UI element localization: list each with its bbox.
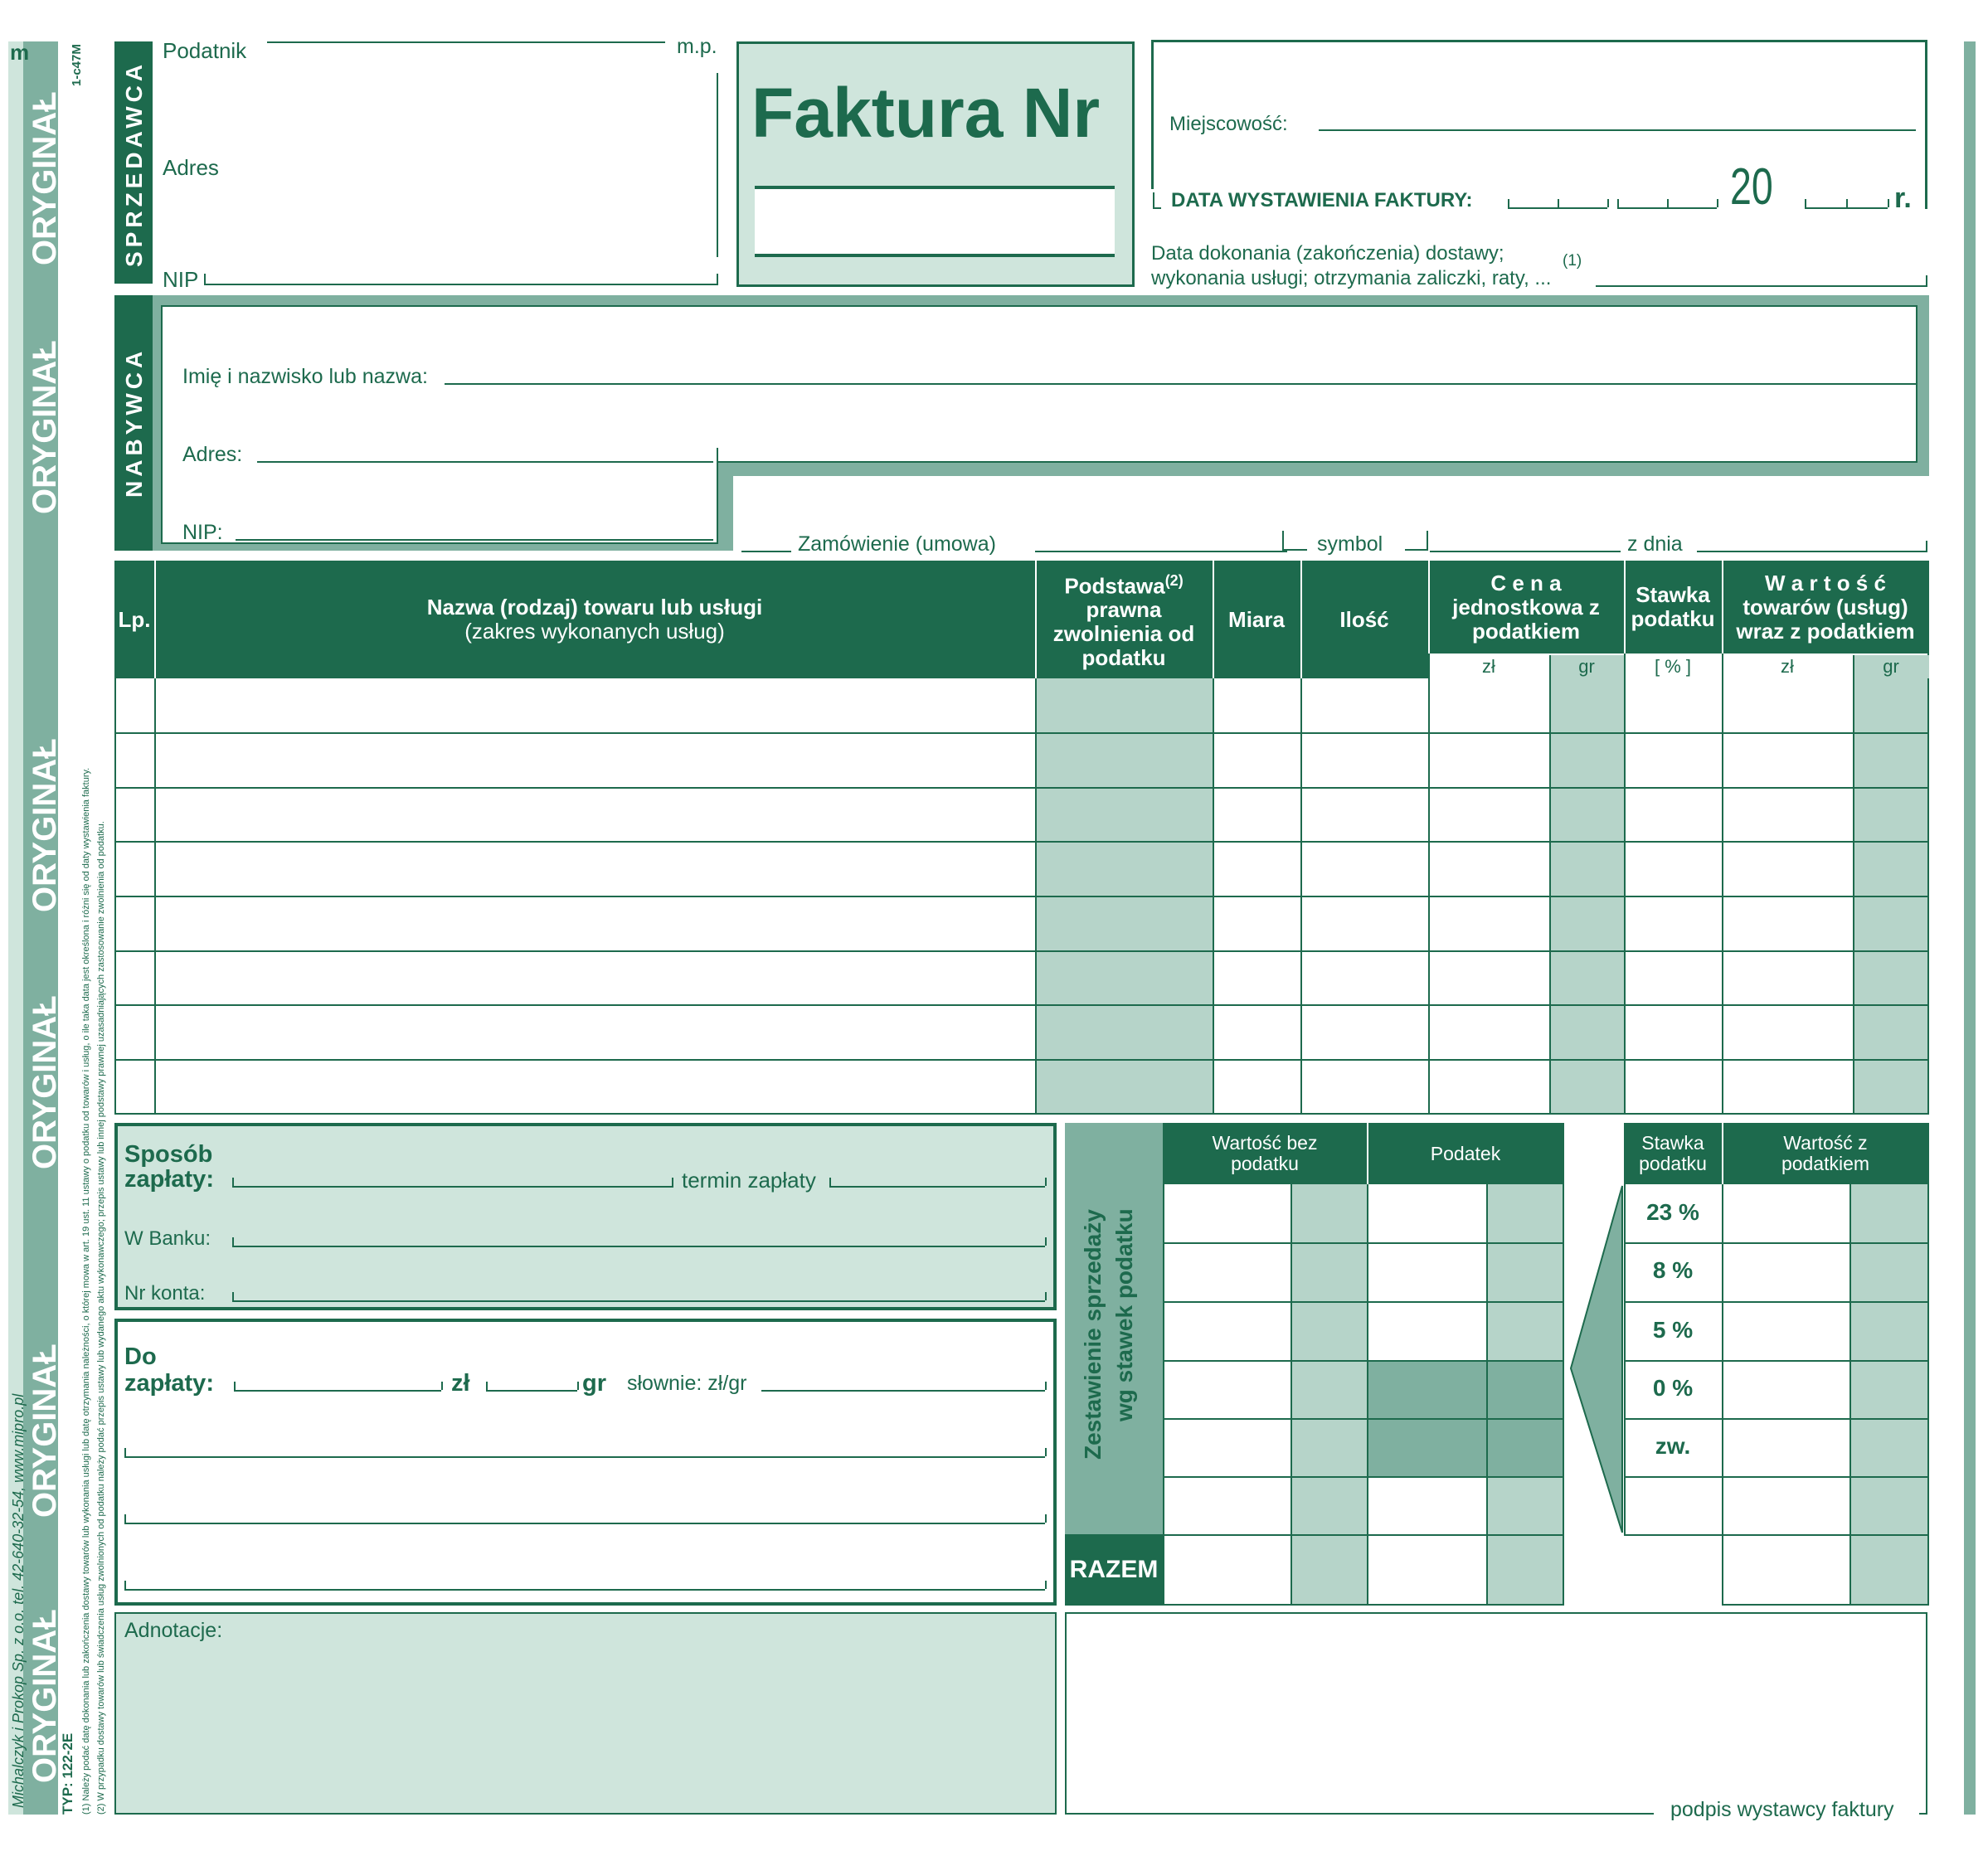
amount-words-line[interactable]: [124, 1589, 1045, 1591]
table-row[interactable]: [114, 787, 1929, 789]
table-row[interactable]: [114, 950, 1929, 952]
payment-method-label-2: zapłaty:: [124, 1166, 214, 1193]
copy-label: ORYGINAŁ: [27, 995, 63, 1169]
rate-0: 0 %: [1652, 1375, 1694, 1401]
col-legal-basis: [1035, 561, 1213, 678]
col-legal-basis-note: (2): [1164, 571, 1184, 589]
footnote-1: (1) Należy podać datę dokonania lub zakończenia dostawy towarów lub wykonania usługi lub datę otrzymania należności, o której mowa w art. 19 ust. 11 ustawy o podatku od towarów i usług, o ile taka data jest określona i różni się od daty wystawienia faktury.: [81, 767, 91, 1815]
summary-row[interactable]: [1163, 1360, 1564, 1362]
buyer-section-label: NABYWCA: [121, 347, 147, 498]
footnote-2: (2) W przypadku dostawy towarów lub świadczenia usług zwolnionych od podatku należy podać przepis ustawy lub wydanego aktu wykonawczego; przepis ustawy lub innej podstawy prawnej uzasadniających zastosowanie zwolnienia od podatku.: [96, 821, 106, 1815]
payment-term-label: termin zapłaty: [682, 1168, 816, 1193]
copy-label: ORYGINAŁ: [27, 1343, 63, 1518]
seller-nip-line: [204, 284, 718, 285]
seller-nip-tick: [717, 274, 718, 284]
delivery-date-label-1: Data dokonania (zakończenia) dostawy;: [1151, 242, 1504, 265]
form-type: TYP: 122-2E: [60, 1732, 75, 1815]
rate-5: 5 %: [1652, 1317, 1694, 1343]
col-total-value: W a r t o ś ć towarów (usług) wraz z podatkiem: [1736, 570, 1915, 644]
side-strip-band: [23, 41, 58, 1815]
issue-year-field[interactable]: [1805, 207, 1888, 209]
sub-percent: [ % ]: [1654, 656, 1691, 677]
summary-row[interactable]: [1163, 1242, 1564, 1244]
summary-col-tax: Podatek: [1430, 1142, 1501, 1164]
date-corner: [1153, 192, 1154, 209]
issue-day-field[interactable]: [1508, 207, 1607, 209]
amount-gr-label: gr: [582, 1370, 606, 1397]
amount-zl-label: zł: [451, 1370, 470, 1397]
col-legal-basis-title: Podstawa: [1064, 573, 1165, 599]
amount-words-line[interactable]: [124, 1456, 1045, 1458]
amount-zl-line[interactable]: [234, 1390, 441, 1392]
table-row[interactable]: [114, 1004, 1929, 1006]
payment-method-label-1: Sposób: [124, 1141, 213, 1168]
buyer-address-label: Adres:: [182, 443, 243, 466]
publisher-info: Michalczyk i Prokop Sp. z o.o. tel. 42-640-32-54, www.mipro.pl: [10, 1393, 27, 1808]
summary-row[interactable]: [1163, 1418, 1564, 1420]
annotations-box[interactable]: [114, 1612, 1057, 1815]
col-name-subtitle: (zakres wykonanych usług): [464, 619, 725, 644]
summary-pointer-icon: [1568, 1184, 1624, 1536]
sub-zl: zł: [1781, 656, 1794, 677]
seller-nip-label: NIP: [163, 267, 199, 292]
copy-label: ORYGINAŁ: [27, 1609, 63, 1783]
amount-due-label-1: Do: [124, 1343, 157, 1370]
copy-label: ORYGINAŁ: [27, 738, 63, 912]
table-row[interactable]: [114, 732, 1929, 734]
payment-method-box: [114, 1123, 1057, 1310]
seller-nip-tick: [204, 274, 206, 284]
bank-label: W Banku:: [124, 1227, 211, 1250]
place-line[interactable]: [1319, 129, 1916, 131]
issue-month-field[interactable]: [1617, 207, 1717, 209]
order-symbol-label: symbol: [1317, 532, 1383, 556]
seller-podatnik-line: [267, 41, 665, 43]
gross-column: [1722, 1184, 1929, 1606]
rate-23: 23 %: [1646, 1199, 1699, 1225]
order-line[interactable]: [1035, 551, 1287, 552]
amount-words-line[interactable]: [761, 1390, 1045, 1392]
form-code: 1-c47M: [70, 44, 84, 86]
order-date-label: z dnia: [1627, 532, 1683, 556]
delivery-date-label-2: wykonania usługi; otrzymania zaliczki, raty, ...: [1151, 267, 1552, 289]
rate-8: 8 %: [1652, 1257, 1694, 1283]
right-edge-strip: [1964, 41, 1976, 1815]
summary-col-gross: Wartość z podatkiem: [1781, 1132, 1870, 1174]
seller-mp-label: m.p.: [677, 35, 717, 58]
signature-box[interactable]: [1065, 1612, 1927, 1815]
table-row[interactable]: [114, 1059, 1929, 1061]
payment-method-line[interactable]: [232, 1186, 673, 1188]
buyer-name-line[interactable]: [445, 383, 1918, 385]
bank-line[interactable]: [232, 1246, 1045, 1247]
summary-row[interactable]: [1163, 1301, 1564, 1303]
summary-col-rate: Stawka podatku: [1639, 1132, 1707, 1174]
issue-year-suffix: r.: [1894, 182, 1912, 214]
col-name-title: Nazwa (rodzaj) towaru lub usługi: [426, 595, 763, 619]
col-unit-price: C e n a jednostkowa z podatkiem: [1452, 570, 1600, 644]
account-label: Nr konta:: [124, 1282, 206, 1305]
table-row[interactable]: [114, 841, 1929, 843]
amount-due-box: [114, 1319, 1057, 1606]
amount-words-line[interactable]: [124, 1523, 1045, 1524]
summary-grid: [1163, 1184, 1564, 1606]
issue-year-prefix: 20: [1730, 158, 1773, 216]
buyer-nip-line[interactable]: [236, 539, 713, 541]
summary-side-label-2: wg stawek podatku: [1111, 1208, 1137, 1421]
summary-row[interactable]: [1163, 1534, 1564, 1536]
copy-label: ORYGINAŁ: [27, 91, 63, 265]
annotations-label: Adnotacje:: [124, 1619, 223, 1642]
col-measure: Miara: [1228, 606, 1285, 632]
summary-side-label-1: Zestawienie sprzedaży: [1080, 1209, 1106, 1460]
seller-right-edge: [717, 73, 718, 257]
invoice-number-field[interactable]: [755, 186, 1115, 257]
payment-term-line[interactable]: [829, 1186, 1045, 1188]
place-label: Miejscowość:: [1169, 113, 1288, 135]
sub-zl: zł: [1482, 656, 1495, 677]
col-name: [154, 561, 1035, 678]
amount-due-label-2: zapłaty:: [124, 1370, 214, 1397]
seller-podatnik-label: Podatnik: [163, 38, 247, 63]
buyer-name-label: Imię i nazwisko lub nazwa:: [182, 365, 428, 388]
order-label: Zamówienie (umowa): [798, 532, 996, 556]
col-lp: Lp.: [118, 606, 151, 632]
buyer-nip-label: NIP:: [182, 521, 223, 544]
sub-gr: gr: [1883, 656, 1899, 677]
summary-row[interactable]: [1163, 1476, 1564, 1478]
col-quantity: Ilość: [1339, 606, 1389, 632]
issue-date-label: DATA WYSTAWIENIA FAKTURY:: [1171, 189, 1473, 211]
summary-col-net: Wartość bez podatku: [1212, 1132, 1318, 1174]
copy-label: ORYGINAŁ: [27, 340, 63, 514]
sub-gr: gr: [1578, 656, 1595, 677]
side-mark: m: [10, 40, 30, 65]
buyer-address-line[interactable]: [257, 461, 713, 463]
order-symbol-line[interactable]: [1430, 551, 1621, 552]
signature-label: podpis wystawcy faktury: [1670, 1798, 1894, 1821]
table-row[interactable]: [114, 896, 1929, 897]
seller-section-label: SPRZEDAWCA: [121, 60, 147, 267]
delivery-date-line[interactable]: [1596, 285, 1927, 287]
amount-words-label: słownie: zł/gr: [627, 1372, 747, 1395]
col-tax-rate: Stawka podatku: [1631, 582, 1715, 631]
col-legal-basis-rest: prawna zwolnienia od podatku: [1052, 597, 1195, 671]
amount-gr-line[interactable]: [486, 1390, 577, 1392]
rate-exempt: zw.: [1655, 1433, 1691, 1459]
delivery-note: (1): [1563, 252, 1582, 270]
invoice-title: Faktura Nr: [751, 74, 1101, 152]
account-line[interactable]: [232, 1300, 1045, 1302]
seller-address-label: Adres: [163, 155, 219, 180]
order-date-line[interactable]: [1697, 551, 1927, 552]
summary-total-label: RAZEM: [1065, 1534, 1163, 1606]
